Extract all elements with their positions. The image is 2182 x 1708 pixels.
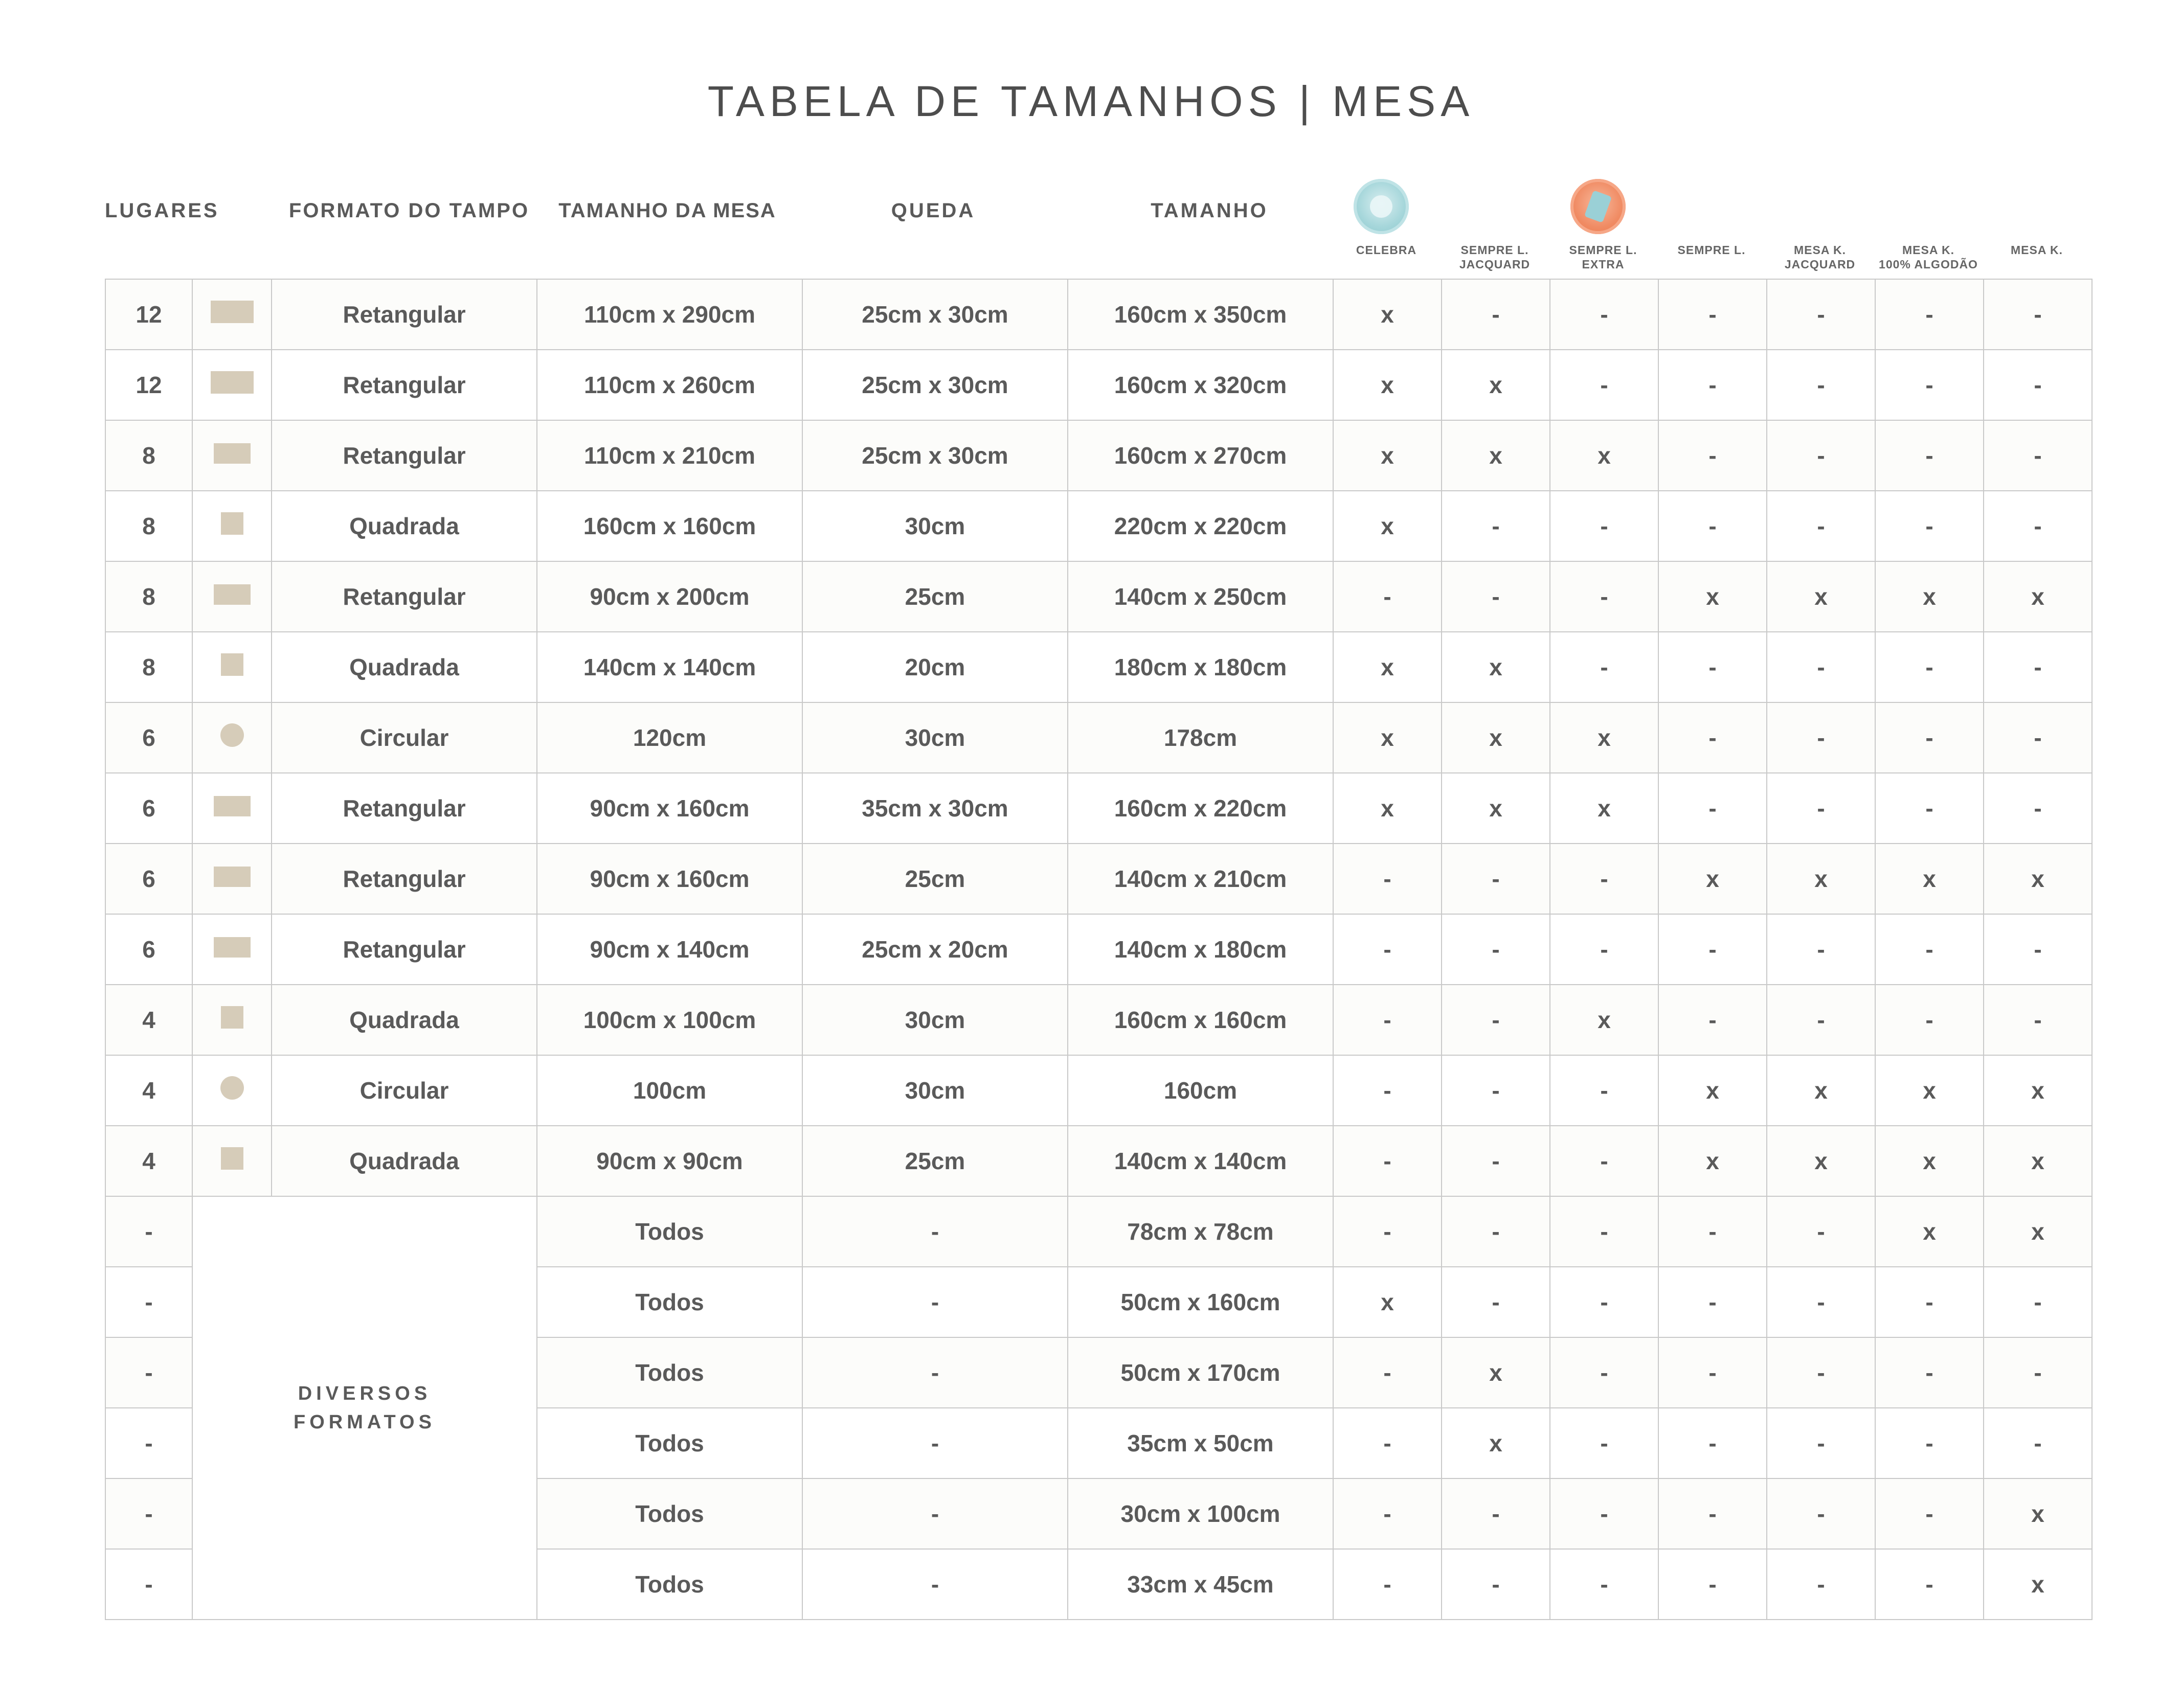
- availability-mark: -: [1658, 420, 1767, 491]
- availability-mark: -: [1875, 914, 1984, 985]
- availability-mark: x: [1658, 844, 1767, 914]
- lugares-cell: -: [105, 1549, 192, 1620]
- table-row: [105, 420, 2092, 491]
- rectangle-shape-icon: [211, 371, 254, 394]
- tamanho-cell: 78cm x 78cm: [1068, 1196, 1333, 1267]
- availability-mark: -: [1875, 350, 1984, 420]
- availability-mark: -: [1550, 844, 1658, 914]
- tamanho-cell: 160cm: [1068, 1055, 1333, 1126]
- availability-mark: x: [1333, 773, 1442, 844]
- queda-cell: 25cm: [802, 1126, 1068, 1196]
- formato-cell: Retangular: [272, 914, 537, 985]
- availability-mark: x: [1875, 1055, 1984, 1126]
- availability-mark: x: [1767, 844, 1875, 914]
- availability-mark: x: [1442, 1337, 1550, 1408]
- table-row: [105, 702, 2092, 773]
- circle-shape-icon: [220, 1076, 244, 1100]
- availability-mark: x: [1767, 1055, 1875, 1126]
- tamanho-mesa-cell: 110cm x 290cm: [537, 279, 802, 350]
- availability-mark: -: [1984, 702, 2092, 773]
- sempre-extra-logo-mark: [1584, 190, 1612, 223]
- table-row: [105, 985, 2092, 1055]
- availability-mark: -: [1550, 1408, 1658, 1478]
- tamanho-mesa-cell: 90cm x 90cm: [537, 1126, 802, 1196]
- availability-mark: -: [1875, 632, 1984, 702]
- page-title: TABELA DE TAMANHOS | MESA: [707, 77, 1475, 125]
- formato-cell: Quadrada: [272, 985, 537, 1055]
- availability-mark: -: [1333, 1337, 1442, 1408]
- lugares-cell: -: [105, 1408, 192, 1478]
- availability-mark: x: [1333, 420, 1442, 491]
- tamanho-cell: 160cm x 220cm: [1068, 773, 1333, 844]
- line-header-sempre-extra: [1549, 243, 1657, 271]
- availability-mark: x: [1875, 844, 1984, 914]
- formato-cell: Quadrada: [272, 1126, 537, 1196]
- queda-cell: 25cm: [802, 844, 1068, 914]
- availability-mark: -: [1658, 632, 1767, 702]
- line-header-mesa-l1: MESA K.: [2011, 243, 2063, 257]
- availability-mark: x: [1984, 1549, 2092, 1620]
- availability-mark: -: [1333, 1055, 1442, 1126]
- line-header-celebra-l1: CELEBRA: [1356, 243, 1417, 257]
- availability-mark: x: [1442, 632, 1550, 702]
- availability-mark: -: [1875, 420, 1984, 491]
- table-row: [105, 1196, 2092, 1267]
- queda-cell: 30cm: [802, 491, 1068, 561]
- queda-cell: -: [802, 1549, 1068, 1620]
- tamanho-cell: 35cm x 50cm: [1068, 1408, 1333, 1478]
- line-header-mesa-algodao: [1874, 243, 1983, 271]
- tamanho-mesa-cell: 110cm x 260cm: [537, 350, 802, 420]
- availability-mark: -: [1550, 279, 1658, 350]
- table-row: [105, 1126, 2092, 1196]
- queda-cell: 25cm: [802, 561, 1068, 632]
- square-shape-icon: [221, 653, 243, 676]
- availability-mark: x: [1767, 561, 1875, 632]
- availability-mark: x: [1550, 773, 1658, 844]
- availability-mark: -: [1767, 491, 1875, 561]
- availability-mark: -: [1550, 1549, 1658, 1620]
- availability-mark: -: [1550, 1478, 1658, 1549]
- tamanho-mesa-cell: Todos: [537, 1478, 802, 1549]
- queda-cell: -: [802, 1337, 1068, 1408]
- availability-mark: x: [1767, 1126, 1875, 1196]
- queda-cell: 30cm: [802, 1055, 1068, 1126]
- availability-mark: -: [1333, 914, 1442, 985]
- tamanho-cell: 140cm x 180cm: [1068, 914, 1333, 985]
- availability-mark: -: [1875, 1408, 1984, 1478]
- shape-cell: [192, 279, 272, 350]
- availability-mark: x: [1442, 420, 1550, 491]
- line-header-sempre-jacquard: [1441, 243, 1549, 271]
- tamanho-cell: 160cm x 350cm: [1068, 279, 1333, 350]
- availability-mark: -: [1767, 1267, 1875, 1337]
- availability-mark: -: [1442, 844, 1550, 914]
- availability-mark: -: [1550, 1196, 1658, 1267]
- availability-mark: -: [1333, 1478, 1442, 1549]
- tamanho-cell: 178cm: [1068, 702, 1333, 773]
- formato-cell: Retangular: [272, 773, 537, 844]
- lugares-cell: -: [105, 1196, 192, 1267]
- queda-cell: 30cm: [802, 702, 1068, 773]
- availability-mark: -: [1442, 1549, 1550, 1620]
- diversos-formatos-cell: [192, 1196, 537, 1620]
- lugares-cell: 4: [105, 1055, 192, 1126]
- shape-cell: [192, 1126, 272, 1196]
- line-header-sempre-jacquard-l2: JACQUARD: [1459, 258, 1531, 271]
- tamanho-mesa-cell: Todos: [537, 1267, 802, 1337]
- lugares-cell: 4: [105, 985, 192, 1055]
- diversos-line1: DIVERSOS: [298, 1383, 432, 1404]
- availability-mark: x: [1333, 350, 1442, 420]
- queda-cell: 20cm: [802, 632, 1068, 702]
- availability-mark: -: [1658, 1549, 1767, 1620]
- availability-mark: -: [1875, 1549, 1984, 1620]
- availability-mark: -: [1333, 1408, 1442, 1478]
- availability-mark: -: [1767, 1196, 1875, 1267]
- availability-mark: -: [1767, 702, 1875, 773]
- availability-mark: -: [1442, 1196, 1550, 1267]
- diversos-line2: FORMATOS: [294, 1411, 436, 1433]
- availability-mark: -: [1658, 350, 1767, 420]
- availability-mark: -: [1875, 279, 1984, 350]
- formato-cell: Retangular: [272, 561, 537, 632]
- availability-mark: -: [1333, 1549, 1442, 1620]
- availability-mark: -: [1767, 1337, 1875, 1408]
- line-header-mesa-jacquard: [1766, 243, 1874, 271]
- line-header-mesa-algodao-l2: 100% ALGODÃO: [1879, 258, 1978, 271]
- shape-cell: [192, 632, 272, 702]
- formato-cell: Quadrada: [272, 491, 537, 561]
- square-shape-icon: [221, 1006, 243, 1029]
- availability-mark: x: [1442, 350, 1550, 420]
- tamanho-cell: 140cm x 140cm: [1068, 1126, 1333, 1196]
- availability-mark: -: [1333, 844, 1442, 914]
- shape-cell: [192, 491, 272, 561]
- availability-mark: -: [1658, 914, 1767, 985]
- availability-mark: x: [1984, 1126, 2092, 1196]
- tamanho-cell: 50cm x 170cm: [1068, 1337, 1333, 1408]
- queda-cell: -: [802, 1196, 1068, 1267]
- availability-mark: x: [1984, 1478, 2092, 1549]
- line-header-mesa: [1983, 243, 2091, 257]
- availability-mark: -: [1550, 350, 1658, 420]
- availability-mark: -: [1658, 985, 1767, 1055]
- availability-mark: x: [1333, 1267, 1442, 1337]
- formato-cell: Circular: [272, 1055, 537, 1126]
- availability-mark: -: [1984, 1337, 2092, 1408]
- table-row: [105, 279, 2092, 350]
- availability-mark: -: [1658, 279, 1767, 350]
- availability-mark: x: [1875, 1196, 1984, 1267]
- availability-mark: -: [1984, 985, 2092, 1055]
- availability-mark: -: [1875, 985, 1984, 1055]
- shape-cell: [192, 1055, 272, 1126]
- availability-mark: x: [1333, 279, 1442, 350]
- availability-mark: -: [1550, 914, 1658, 985]
- availability-mark: -: [1875, 1267, 1984, 1337]
- availability-mark: -: [1767, 420, 1875, 491]
- formato-cell: Retangular: [272, 844, 537, 914]
- availability-mark: x: [1442, 702, 1550, 773]
- availability-mark: -: [1984, 1408, 2092, 1478]
- rectangle-shape-icon: [214, 443, 251, 464]
- rectangle-shape-icon: [214, 867, 251, 887]
- tamanho-cell: 50cm x 160cm: [1068, 1267, 1333, 1337]
- shape-cell: [192, 702, 272, 773]
- availability-mark: -: [1984, 632, 2092, 702]
- availability-mark: -: [1550, 1055, 1658, 1126]
- availability-mark: x: [1550, 702, 1658, 773]
- header-tamanho: TAMANHO: [1151, 199, 1268, 222]
- availability-mark: -: [1767, 1549, 1875, 1620]
- formato-cell: Quadrada: [272, 632, 537, 702]
- availability-mark: -: [1875, 1337, 1984, 1408]
- availability-mark: -: [1875, 1478, 1984, 1549]
- tamanho-mesa-cell: Todos: [537, 1549, 802, 1620]
- availability-mark: -: [1442, 985, 1550, 1055]
- availability-mark: -: [1442, 561, 1550, 632]
- table-row: [105, 561, 2092, 632]
- header-formato: FORMATO DO TAMPO: [288, 199, 530, 222]
- availability-mark: -: [1984, 491, 2092, 561]
- availability-mark: x: [1333, 702, 1442, 773]
- tamanho-cell: 160cm x 320cm: [1068, 350, 1333, 420]
- availability-mark: x: [1333, 491, 1442, 561]
- header-lugares: LUGARES: [105, 199, 219, 222]
- lugares-cell: 6: [105, 844, 192, 914]
- shape-cell: [192, 844, 272, 914]
- lugares-cell: 8: [105, 561, 192, 632]
- availability-mark: x: [1984, 1196, 2092, 1267]
- queda-cell: -: [802, 1408, 1068, 1478]
- availability-mark: -: [1442, 1267, 1550, 1337]
- availability-mark: x: [1875, 561, 1984, 632]
- line-header-mesa-jacquard-l1: MESA K.: [1794, 243, 1846, 257]
- sempre-extra-logo-icon: [1570, 179, 1626, 234]
- availability-mark: -: [1333, 985, 1442, 1055]
- tamanho-mesa-cell: 110cm x 210cm: [537, 420, 802, 491]
- availability-mark: -: [1984, 420, 2092, 491]
- table-row: [105, 844, 2092, 914]
- line-header-sempre-l1: SEMPRE L.: [1677, 243, 1746, 257]
- availability-mark: -: [1442, 1055, 1550, 1126]
- availability-mark: -: [1550, 561, 1658, 632]
- availability-mark: -: [1333, 561, 1442, 632]
- queda-cell: -: [802, 1478, 1068, 1549]
- lugares-cell: 6: [105, 914, 192, 985]
- shape-cell: [192, 985, 272, 1055]
- table-row: [105, 350, 2092, 420]
- lugares-cell: -: [105, 1478, 192, 1549]
- lugares-cell: 12: [105, 279, 192, 350]
- availability-mark: -: [1442, 279, 1550, 350]
- line-header-sempre-extra-l1: SEMPRE L.: [1569, 243, 1637, 257]
- table-row: [105, 491, 2092, 561]
- availability-mark: -: [1875, 773, 1984, 844]
- queda-cell: -: [802, 1267, 1068, 1337]
- tamanho-mesa-cell: 90cm x 140cm: [537, 914, 802, 985]
- availability-mark: -: [1767, 350, 1875, 420]
- lugares-cell: 6: [105, 773, 192, 844]
- availability-mark: -: [1984, 279, 2092, 350]
- square-shape-icon: [221, 1147, 243, 1170]
- tamanho-cell: 33cm x 45cm: [1068, 1549, 1333, 1620]
- availability-mark: -: [1333, 1196, 1442, 1267]
- formato-cell: Retangular: [272, 279, 537, 350]
- lugares-cell: -: [105, 1337, 192, 1408]
- formato-cell: Retangular: [272, 350, 537, 420]
- lugares-cell: 8: [105, 632, 192, 702]
- availability-mark: -: [1767, 773, 1875, 844]
- tamanho-cell: 30cm x 100cm: [1068, 1478, 1333, 1549]
- availability-mark: x: [1442, 1408, 1550, 1478]
- availability-mark: x: [1333, 632, 1442, 702]
- square-shape-icon: [221, 512, 243, 535]
- tamanho-mesa-cell: 100cm: [537, 1055, 802, 1126]
- shape-cell: [192, 420, 272, 491]
- shape-cell: [192, 773, 272, 844]
- availability-mark: -: [1550, 1337, 1658, 1408]
- availability-mark: x: [1984, 844, 2092, 914]
- tamanho-cell: 220cm x 220cm: [1068, 491, 1333, 561]
- shape-cell: [192, 561, 272, 632]
- size-table: [105, 279, 2093, 1620]
- availability-mark: -: [1767, 985, 1875, 1055]
- shape-cell: [192, 914, 272, 985]
- availability-mark: -: [1550, 1267, 1658, 1337]
- rectangle-shape-icon: [211, 301, 254, 323]
- availability-mark: x: [1550, 420, 1658, 491]
- availability-mark: -: [1767, 1478, 1875, 1549]
- lugares-cell: 4: [105, 1126, 192, 1196]
- formato-cell: Retangular: [272, 420, 537, 491]
- availability-mark: -: [1984, 914, 2092, 985]
- availability-mark: -: [1767, 1408, 1875, 1478]
- availability-mark: -: [1767, 914, 1875, 985]
- line-header-sempre: [1657, 243, 1766, 257]
- tamanho-mesa-cell: 90cm x 160cm: [537, 773, 802, 844]
- queda-cell: 25cm x 20cm: [802, 914, 1068, 985]
- availability-mark: -: [1984, 350, 2092, 420]
- tamanho-mesa-cell: Todos: [537, 1337, 802, 1408]
- tamanho-cell: 160cm x 270cm: [1068, 420, 1333, 491]
- availability-mark: x: [1658, 561, 1767, 632]
- lugares-cell: 6: [105, 702, 192, 773]
- line-header-sempre-extra-l2: EXTRA: [1582, 258, 1625, 271]
- tamanho-mesa-cell: 140cm x 140cm: [537, 632, 802, 702]
- availability-mark: -: [1658, 1196, 1767, 1267]
- availability-mark: -: [1984, 1267, 2092, 1337]
- availability-mark: x: [1875, 1126, 1984, 1196]
- tamanho-mesa-cell: Todos: [537, 1408, 802, 1478]
- availability-mark: -: [1658, 702, 1767, 773]
- line-header-celebra: [1332, 243, 1441, 257]
- availability-mark: x: [1984, 1055, 2092, 1126]
- line-header-mesa-jacquard-l2: JACQUARD: [1784, 258, 1856, 271]
- tamanho-cell: 140cm x 210cm: [1068, 844, 1333, 914]
- lugares-cell: 12: [105, 350, 192, 420]
- availability-mark: -: [1658, 1337, 1767, 1408]
- availability-mark: -: [1875, 702, 1984, 773]
- rectangle-shape-icon: [214, 796, 251, 816]
- tamanho-mesa-cell: 160cm x 160cm: [537, 491, 802, 561]
- formato-cell: Circular: [272, 702, 537, 773]
- availability-mark: -: [1658, 1408, 1767, 1478]
- tamanho-cell: 140cm x 250cm: [1068, 561, 1333, 632]
- tamanho-mesa-cell: 90cm x 160cm: [537, 844, 802, 914]
- table-row: [105, 773, 2092, 844]
- lugares-cell: -: [105, 1267, 192, 1337]
- queda-cell: 30cm: [802, 985, 1068, 1055]
- tamanho-mesa-cell: 90cm x 200cm: [537, 561, 802, 632]
- availability-mark: x: [1658, 1055, 1767, 1126]
- header-tamanho-mesa: TAMANHO DA MESA: [558, 199, 776, 222]
- availability-mark: x: [1442, 773, 1550, 844]
- queda-cell: 35cm x 30cm: [802, 773, 1068, 844]
- availability-mark: -: [1658, 1267, 1767, 1337]
- lugares-cell: 8: [105, 491, 192, 561]
- availability-mark: -: [1442, 491, 1550, 561]
- queda-cell: 25cm x 30cm: [802, 279, 1068, 350]
- availability-mark: -: [1550, 632, 1658, 702]
- queda-cell: 25cm x 30cm: [802, 350, 1068, 420]
- table-row: [105, 632, 2092, 702]
- line-header-sempre-jacquard-l1: SEMPRE L.: [1460, 243, 1529, 257]
- availability-mark: -: [1442, 914, 1550, 985]
- tamanho-cell: 160cm x 160cm: [1068, 985, 1333, 1055]
- celebra-logo-mark: [1370, 195, 1392, 218]
- rectangle-shape-icon: [214, 937, 251, 958]
- tamanho-mesa-cell: 100cm x 100cm: [537, 985, 802, 1055]
- table-row: [105, 1055, 2092, 1126]
- lugares-cell: 8: [105, 420, 192, 491]
- rectangle-shape-icon: [214, 584, 251, 605]
- availability-mark: x: [1658, 1126, 1767, 1196]
- tamanho-mesa-cell: 120cm: [537, 702, 802, 773]
- line-header-mesa-algodao-l1: MESA K.: [1902, 243, 1954, 257]
- availability-mark: -: [1333, 1126, 1442, 1196]
- tamanho-cell: 180cm x 180cm: [1068, 632, 1333, 702]
- availability-mark: -: [1658, 491, 1767, 561]
- availability-mark: -: [1767, 632, 1875, 702]
- availability-mark: -: [1442, 1478, 1550, 1549]
- queda-cell: 25cm x 30cm: [802, 420, 1068, 491]
- availability-mark: -: [1875, 491, 1984, 561]
- availability-mark: x: [1984, 561, 2092, 632]
- tamanho-mesa-cell: Todos: [537, 1196, 802, 1267]
- header-queda: QUEDA: [891, 199, 976, 222]
- availability-mark: x: [1550, 985, 1658, 1055]
- celebra-logo-icon: [1354, 179, 1409, 234]
- shape-cell: [192, 350, 272, 420]
- circle-shape-icon: [220, 723, 244, 747]
- availability-mark: -: [1442, 1126, 1550, 1196]
- availability-mark: -: [1767, 279, 1875, 350]
- availability-mark: -: [1658, 1478, 1767, 1549]
- availability-mark: -: [1984, 773, 2092, 844]
- availability-mark: -: [1550, 1126, 1658, 1196]
- availability-mark: -: [1550, 491, 1658, 561]
- availability-mark: -: [1658, 773, 1767, 844]
- table-row: [105, 914, 2092, 985]
